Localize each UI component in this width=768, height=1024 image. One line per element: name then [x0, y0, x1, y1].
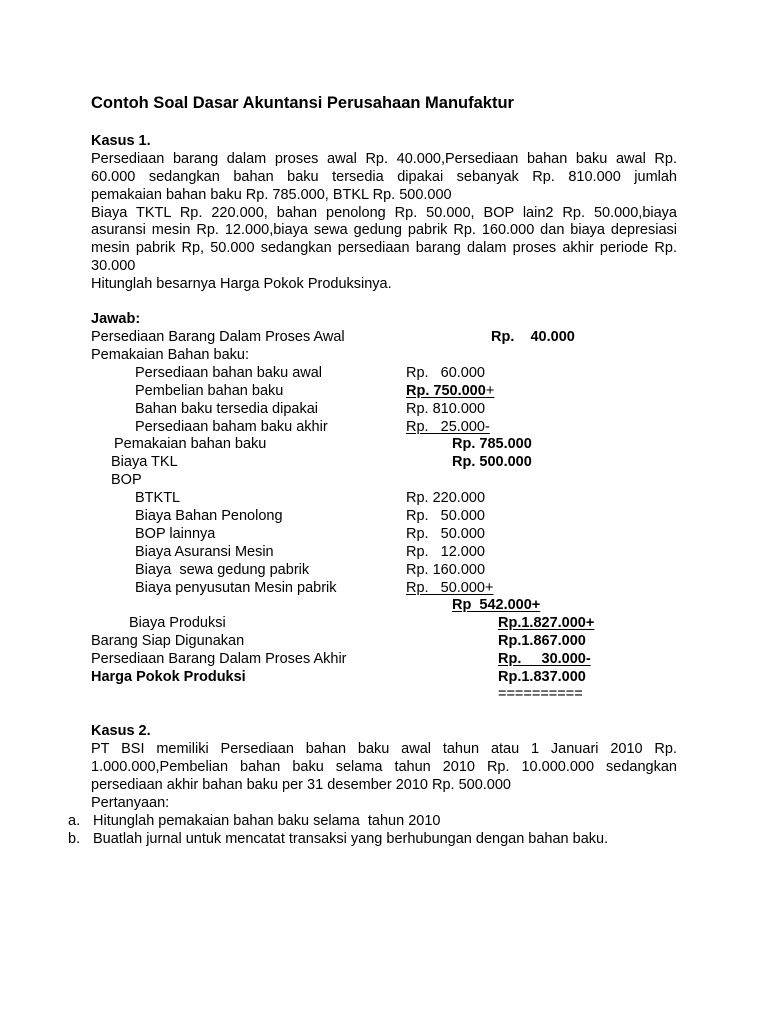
penyusutan-value: Rp. 50.000+: [406, 580, 494, 596]
pemakaian-label: Pemakaian bahan baku: [114, 436, 267, 452]
pembelian-op: +: [485, 383, 495, 399]
tersedia-value: Rp. 810.000: [406, 401, 486, 417]
kasus2-line: PT BSI memiliki Persediaan bahan baku awal tahun atau 1 Januari 2010 Rp.: [91, 741, 677, 757]
kasus1-line: 30.000: [91, 258, 136, 274]
kasus2-line: 1.000.000,Pembelian bahan baku selama tahun 2010 Rp. 10.000.000 sedangkan: [91, 759, 677, 775]
penolong-value: Rp. 50.000: [406, 508, 485, 524]
sewa-value: Rp. 160.000: [406, 562, 486, 578]
pembelian-value-wrap: [406, 382, 494, 400]
bb-awal-label: Persediaan bahan baku awal: [135, 365, 323, 381]
list-marker: a.: [68, 813, 81, 829]
pdp-akhir-value: Rp. 30.000-: [498, 651, 591, 667]
list-item: Hitunglah pemakaian bahan baku selama tahun 2010: [93, 813, 441, 829]
pemakaian-value: Rp. 785.000: [452, 436, 532, 452]
kasus1-line: mesin pabrik Rp, 50.000 sedangkan persediaan barang dalam proses akhir periode Rp.: [91, 240, 677, 256]
bop-total: Rp 542.000+: [452, 597, 541, 613]
double-rule: ==========: [498, 686, 583, 702]
kasus1-line: 60.000 sedangkan bahan baku tersedia dipakai sebanyak Rp. 810.000 jumlah: [91, 169, 677, 185]
btktl-value: Rp. 220.000: [406, 490, 486, 506]
hpp-value: Rp.1.837.000: [498, 669, 586, 685]
asuransi-label: Biaya Asuransi Mesin: [135, 544, 274, 560]
bb-awal-value: Rp. 60.000: [406, 365, 485, 381]
bb-akhir-label: Persediaan baham baku akhir: [135, 419, 328, 435]
pdp-awal-value: Rp. 40.000: [491, 329, 575, 345]
siap-value: Rp.1.867.000: [498, 633, 586, 649]
sewa-label: Biaya sewa gedung pabrik: [135, 562, 310, 578]
pdp-awal-label: Persediaan Barang Dalam Proses Awal: [91, 329, 345, 345]
btktl-label: BTKTL: [135, 490, 181, 506]
page-title: Contoh Soal Dasar Akuntansi Perusahaan Manufaktur: [91, 94, 514, 112]
bb-akhir-value: Rp. 25.000-: [406, 419, 490, 435]
kasus1-line: Biaya TKTL Rp. 220.000, bahan penolong Rp. 50.000, BOP lain2 Rp. 50.000,biaya: [91, 205, 677, 221]
pdp-akhir-label: Persediaan Barang Dalam Proses Akhir: [91, 651, 347, 667]
penolong-label: Biaya Bahan Penolong: [135, 508, 283, 524]
siap-label: Barang Siap Digunakan: [91, 633, 245, 649]
kasus1-line: Persediaan barang dalam proses awal Rp. 40.000,Persediaan bahan baku awal Rp.: [91, 151, 677, 167]
kasus1-line: Hitunglah besarnya Harga Pokok Produksinya.: [91, 276, 392, 292]
tkl-label: Biaya TKL: [111, 454, 178, 470]
kasus1-heading: Kasus 1.: [91, 133, 151, 149]
tkl-value: Rp. 500.000: [452, 454, 532, 470]
kasus1-line: pemakaian bahan baku Rp. 785.000, BTKL Rp. 500.000: [91, 187, 452, 203]
biaya-produksi-value: Rp.1.827.000+: [498, 615, 595, 631]
penyusutan-label: Biaya penyusutan Mesin pabrik: [135, 580, 337, 596]
pertanyaan-label: Pertanyaan:: [91, 795, 170, 811]
list-item: Buatlah jurnal untuk mencatat transaksi yang berhubungan dengan bahan baku.: [93, 831, 609, 847]
bop-lain-label: BOP lainnya: [135, 526, 216, 542]
pembelian-label: Pembelian bahan baku: [135, 383, 284, 399]
jawab-heading: Jawab:: [91, 311, 141, 327]
pembelian-value: Rp. 750.000: [406, 383, 486, 399]
kasus2-line: persediaan akhir bahan baku per 31 desember 2010 Rp. 500.000: [91, 777, 511, 793]
biaya-produksi-label: Biaya Produksi: [129, 615, 226, 631]
asuransi-value: Rp. 12.000: [406, 544, 485, 560]
list-marker: b.: [68, 831, 81, 847]
hpp-label: Harga Pokok Produksi: [91, 669, 246, 685]
kasus1-line: asuransi mesin Rp. 12.000,biaya sewa gedung pabrik Rp. 160.000 dan biaya depresiasi: [91, 222, 677, 238]
pemakaian-header: Pemakaian Bahan baku:: [91, 347, 249, 363]
bop-lain-value: Rp. 50.000: [406, 526, 485, 542]
kasus2-heading: Kasus 2.: [91, 723, 151, 739]
tersedia-label: Bahan baku tersedia dipakai: [135, 401, 318, 417]
bop-label: BOP: [111, 472, 142, 488]
